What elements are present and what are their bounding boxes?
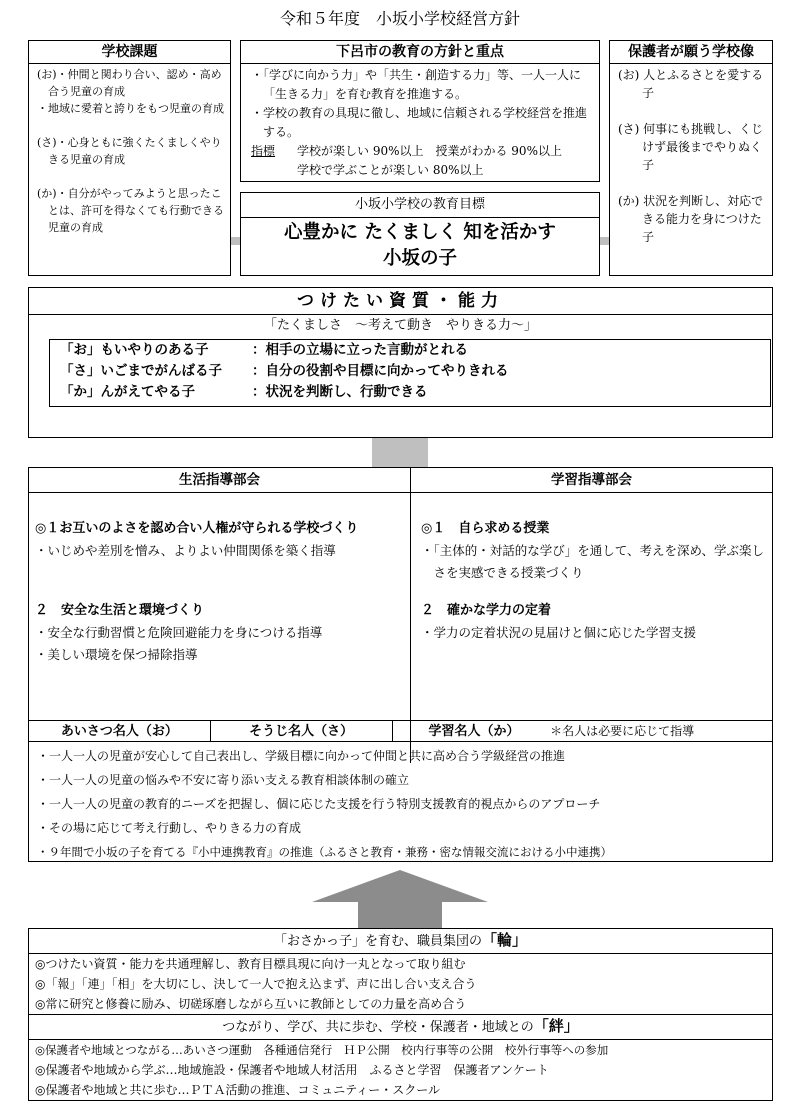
parents-wish-heading: 保護者が願う学校像	[610, 41, 772, 64]
qualities-subheading: 「たくましさ ～考えて動き やりきる力～」	[263, 318, 537, 333]
quality-row	[60, 340, 770, 361]
life-s1-item: ・いじめや差別を憎み、よりよい仲間関係を築く指導	[35, 543, 336, 558]
quality-desc: ：相手の立場に立った言動がとれる	[252, 342, 468, 358]
staff-bond-box	[28, 928, 773, 1101]
issue-item: ・地域に愛着と誇りをもつ児童の育成	[37, 102, 224, 115]
policy-item: ・「学びに向かう力」や「共生・創造する力」等、一人一人に「生きる力」を育む教育を推進する。	[251, 68, 582, 101]
study-s2-item: ・学力の定着状況の見届けと個に応じた学習支援	[421, 625, 697, 640]
life-s1-title: ◎１お互いのよさを認め合い人権が守られる学校づくり	[35, 521, 359, 536]
page-title: 令和５年度 小坂小学校経営方針	[279, 9, 520, 28]
school-issues-heading: 学校課題	[29, 41, 230, 64]
quality-desc: ：状況を判断し、行動できる	[252, 384, 428, 400]
staff-heading	[29, 929, 772, 953]
quality-row	[60, 361, 770, 382]
life-s2-item: ・美しい環境を保つ掃除指導	[35, 647, 198, 662]
staff-item: ◎「報」「連」「相」を大切にし、決して一人で抱え込まず、声に出し合い支え合う	[35, 977, 477, 991]
indicator-label: 指標	[251, 144, 276, 158]
common-item: ・その場に応じて考え行動し、やりきる力の育成	[37, 821, 302, 835]
goal-heading: 小坂小学校の教育目標	[241, 193, 599, 218]
study-s1-item: ・「主体的・対話的な学び」を通して、考えを深め、学ぶ楽しさを実感できる授業づくり	[421, 543, 765, 580]
cleaning-meijin: そうじ名人（さ）	[211, 721, 393, 741]
meijin-note: ＊名人は必要に応じて指導	[550, 724, 695, 738]
goal-line2: 小坂の子	[382, 248, 457, 269]
policy-item: ・学校の教育の具現に徹し、地域に信頼される学校経営を推進する。	[251, 106, 588, 139]
common-item: ・９年間で小坂の子を育てる『小中連携教育』の推進（ふるさと教育・兼務・密な情報交流における小中連携）	[37, 845, 612, 859]
issue-item: (か)・自分がやってみようと思ったことは、許可を得なくても行動できる児童の育成	[37, 187, 224, 234]
study-s2-title: ２ 確かな学力の定着	[421, 603, 552, 618]
connector-top-qualities	[372, 437, 428, 467]
common-item: ・一人一人の児童の悩みや不安に寄り添い支える教育相談体制の確立	[37, 773, 410, 787]
school-issues-box	[28, 40, 231, 276]
qualities-box	[28, 287, 773, 438]
greeting-meijin: あいさつ名人（お）	[29, 721, 211, 741]
staff-item: ◎つけたい資質・能力を共通理解し、教育目標具現に向け一丸となって取り組む	[35, 957, 466, 971]
qualities-heading: つけたい資質・能力	[29, 288, 772, 315]
city-policy-box	[240, 40, 600, 182]
arrow-up-icon	[310, 868, 490, 930]
study-s1-title: ◎１ 自ら求める授業	[421, 521, 550, 536]
staff-item: ◎常に研究と修養に励み、切磋琢磨しながら互いに教師としての力量を高め合う	[35, 997, 467, 1011]
staff-heading-text: 「おさかっ子」を育む、職員集団の	[273, 934, 482, 949]
study-guidance-heading: 学習指導部会	[411, 468, 772, 493]
quality-label: 「お」もいやりのある子	[60, 342, 209, 358]
qualities-list	[49, 339, 771, 407]
issue-item: (さ)・心身ともに強くたくましくやりきる児童の育成	[37, 136, 222, 166]
education-goal-box	[240, 192, 600, 276]
life-guidance-heading: 生活指導部会	[29, 468, 411, 493]
quality-desc: ：自分の役割や目標に向かってやりきれる	[252, 363, 509, 379]
indicator-line: 学校で学ぶことが楽しい 80%以上	[297, 163, 484, 177]
quality-label: 「さ」いごまでがんばる子	[60, 363, 222, 379]
issue-item: (お)・仲間と関わり合い、認め・高め合う児童の育成	[37, 68, 222, 98]
life-s2-item: ・安全な行動習慣と危険回避能力を身につける指導	[35, 625, 323, 640]
staff-heading-key: 「輪」	[482, 931, 528, 949]
guidance-box	[28, 467, 773, 862]
parents-wish-box	[609, 40, 773, 276]
bond-item: ◎保護者や地域とつながる…あいさつ運動 各種通信発行 ＨＰ公開 校内行事等の公開 校外行事等への参加	[35, 1043, 609, 1057]
indicator-line: 学校が楽しい 90%以上 授業がわかる 90%以上	[297, 144, 562, 158]
city-policy-heading: 下呂市の教育の方針と重点	[241, 41, 599, 64]
study-meijin: 学習名人（か）	[428, 724, 520, 739]
bond-heading-text: つながり、学び、共に歩む、学校・保護者・地域との	[222, 1020, 534, 1035]
wish-item: (お) 人とふるさとを愛する子	[618, 68, 764, 100]
wish-item: (か) 状況を判断し、対応できる能力を身につけた子	[618, 194, 764, 244]
bond-heading	[29, 1014, 772, 1039]
life-s2-title: ２ 安全な生活と環境づくり	[35, 603, 205, 618]
bond-heading-key: 「絆」	[533, 1017, 579, 1035]
common-item: ・一人一人の児童が安心して自己表出し、学級目標に向かって仲間と共に高め合う学級経営の推進	[37, 749, 566, 763]
quality-label: 「か」んがえてやる子	[60, 384, 195, 400]
bond-item: ◎保護者や地域から学ぶ…地域施設・保護者や地域人材活用 ふるさと学習 保護者アンケート	[35, 1063, 549, 1077]
quality-row	[60, 382, 770, 403]
bond-item: ◎保護者や地域と共に歩む…ＰＴＡ活動の推進、コミュニティー・スクール	[35, 1083, 441, 1097]
goal-line1: 心豊かに たくましく 知を活かす	[284, 222, 556, 243]
wish-item: (さ) 何事にも挑戦し、くじけず最後までやりぬく子	[618, 122, 764, 172]
common-item: ・一人一人の児童の教育的ニーズを把握し、個に応じた支援を行う特別支援教育的視点からのアプローチ	[37, 797, 601, 811]
